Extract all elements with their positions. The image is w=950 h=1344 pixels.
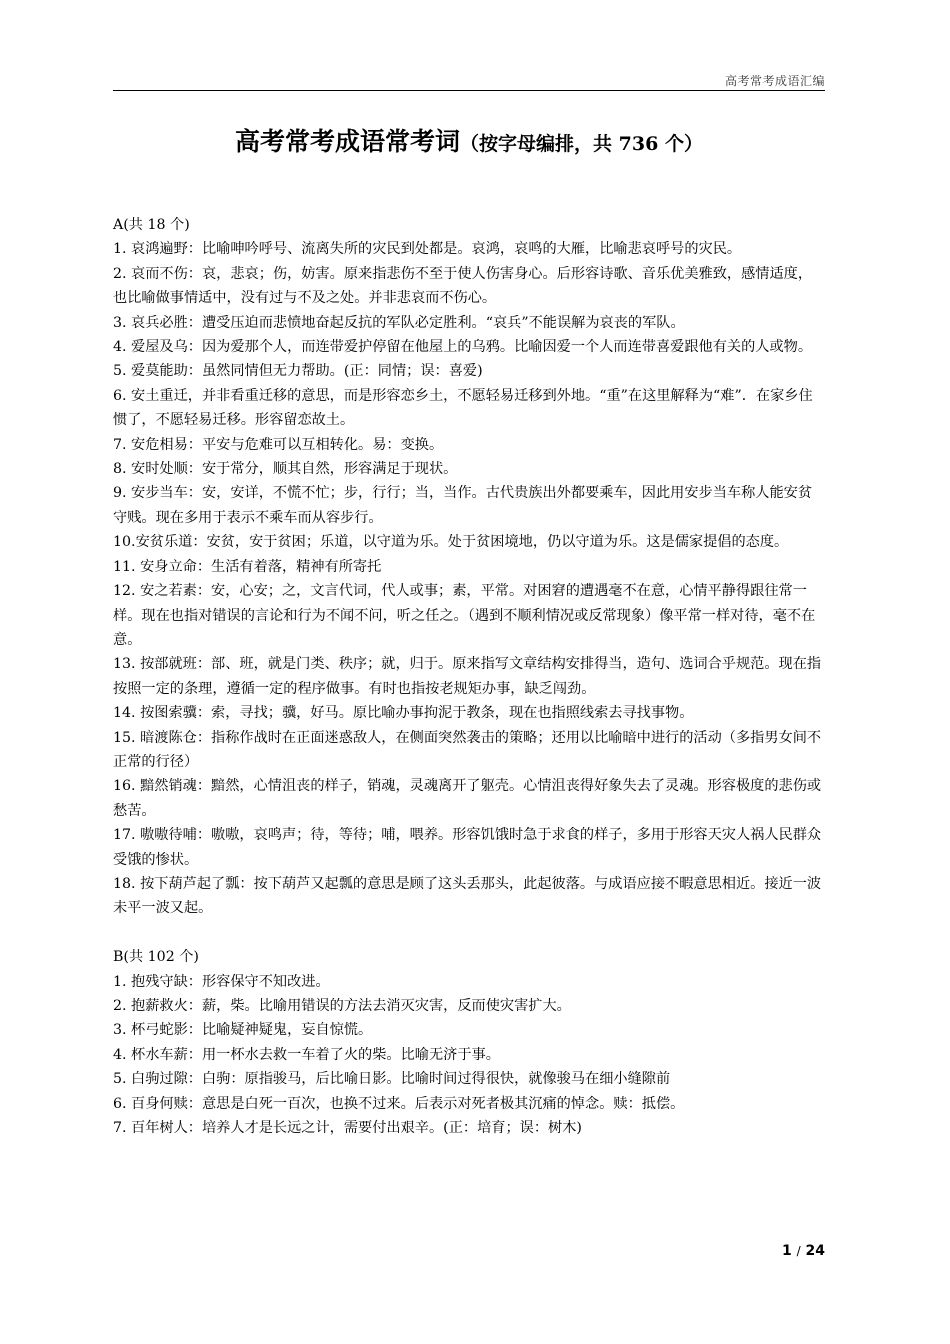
list-item: 7. 百年树人：培养人才是长远之计，需要付出艰辛。(正：培育；误：树木) <box>113 1120 582 1137</box>
list-item: 6. 安土重迁，并非看重迁移的意思，而是形容恋乡土，不愿轻易迁移到外地。“重”在这里解释为“难”．在家乡住惯了，不愿轻易迁移。形容留恋故土。 <box>113 387 813 429</box>
list-item: 5. 白驹过隙：白驹：原指骏马，后比喻日影。比喻时间过得很快，就像骏马在细小缝隙前 <box>113 1071 671 1088</box>
section-a <box>113 213 825 921</box>
list-item: 14. 按图索骥：索，寻找；骥，好马。原比喻办事拘泥于教条，现在也指照线索去寻找事物。 <box>113 705 694 722</box>
list-item: 8. 安时处顺：安于常分，顺其自然，形容满足于现状。 <box>113 461 458 478</box>
list-item: 12. 安之若素：安，心安；之，文言代词，代人或事；素，平常。对困窘的遭遇毫不在意，心情平静得跟往常一样。现在也指对错误的言论和行为不闻不问，听之任之。（遇到不顺利情况或反常现象）像平常一样对待，毫不在意。 <box>113 583 816 648</box>
list-item: 18. 按下葫芦起了瓢：按下葫芦又起瓢的意思是顾了这头丢那头，此起彼落。与成语应接不暇意思相近。接近一波未平一波又起。 <box>113 875 822 917</box>
header-text: 高考常考成语汇编 <box>724 74 825 88</box>
title-main: 高考常考成语常考词 <box>235 127 461 156</box>
document-title <box>113 122 825 158</box>
list-item: 17. 嗷嗷待哺：嗷嗷，哀鸣声；待，等待；哺，喂养。形容饥饿时急于求食的样子，多用于形容天灾人祸人民群众受饿的惨状。 <box>113 827 822 868</box>
section-gap <box>113 921 825 945</box>
total-pages: 24 <box>805 1243 825 1259</box>
list-item: 4. 爱屋及乌：因为爱那个人，而连带爱护停留在他屋上的乌鸦。比喻因爱一个人而连带喜爱跟他有关的人或物。 <box>113 339 813 356</box>
document-body <box>113 213 825 1140</box>
list-item: 13. 按部就班：部、班，就是门类、秩序；就，归于。原来指写文章结构安排得当，造句、选词合乎规范。现在指按照一定的条理，遵循一定的程序做事。有时也指按老规矩办事，缺乏闯劲。 <box>113 656 822 697</box>
list-item: 2. 抱薪救火：薪，柴。比喻用错误的方法去消灭灾害，反而使灾害扩大。 <box>113 997 571 1014</box>
list-item: 6. 百身何赎：意思是白死一百次，也换不过来。后表示对死者极其沉痛的悼念。赎：抵偿。 <box>113 1095 685 1112</box>
section-b <box>113 945 825 1140</box>
list-item: 1. 哀鸿遍野：比喻呻吟呼号、流离失所的灾民到处都是。哀鸿，哀鸣的大雁，比喻悲哀呼号的灾民。 <box>113 241 742 258</box>
list-item: 5. 爱莫能助：虽然同情但无力帮助。(正：同情；误：喜爱) <box>113 363 483 380</box>
page-separator: / <box>796 1244 801 1258</box>
list-item: 7. 安危相易：平安与危难可以互相转化。易：变换。 <box>113 436 444 453</box>
list-item: 3. 杯弓蛇影：比喻疑神疑鬼，妄自惊慌。 <box>113 1022 373 1039</box>
title-sub: （按字母编排，共 736 个） <box>460 133 703 155</box>
current-page: 1 <box>781 1243 792 1259</box>
list-item: 9. 安步当车：安，安详，不慌不忙；步，行行；当，当作。古代贵族出外都要乘车，因此用安步当车称人能安贫守贱。现在多用于表示不乘车而从容步行。 <box>113 485 813 526</box>
list-item: 1. 抱残守缺：形容保守不知改进。 <box>113 973 330 990</box>
section-heading: A(共 18 个) <box>113 217 190 233</box>
section-heading: B(共 102 个) <box>113 949 199 966</box>
page-number <box>782 1243 825 1259</box>
list-item: 3. 哀兵必胜：遭受压迫而悲愤地奋起反抗的军队必定胜利。“哀兵”不能误解为哀丧的军队。 <box>113 314 685 331</box>
list-item: 2. 哀而不伤：哀，悲哀；伤，妨害。原来指悲伤不至于使人伤害身心。后形容诗歌、音乐优美雅致，感情适度，也比喻做事情适中，没有过与不及之处。并非悲哀而不伤心。 <box>113 265 813 307</box>
list-item: 4. 杯水车薪：用一杯水去救一车着了火的柴。比喻无济于事。 <box>113 1046 500 1063</box>
list-item: 10.安贫乐道：安贫，安于贫困；乐道，以守道为乐。处于贫困境地，仍以守道为乐。这是儒家提倡的态度。 <box>113 534 789 551</box>
page-header <box>113 72 825 91</box>
list-item: 15. 暗渡陈仓：指称作战时在正面迷惑敌人，在侧面突然袭击的策略；还用以比喻暗中进行的活动（多指男女间不正常的行径） <box>113 729 822 770</box>
list-item: 11. 安身立命：生活有着落，精神有所寄托 <box>113 558 382 575</box>
list-item: 16. 黯然销魂：黯然，心情沮丧的样子，销魂，灵魂离开了躯壳。心情沮丧得好象失去了灵魂。形容极度的悲伤或愁苦。 <box>113 778 822 819</box>
